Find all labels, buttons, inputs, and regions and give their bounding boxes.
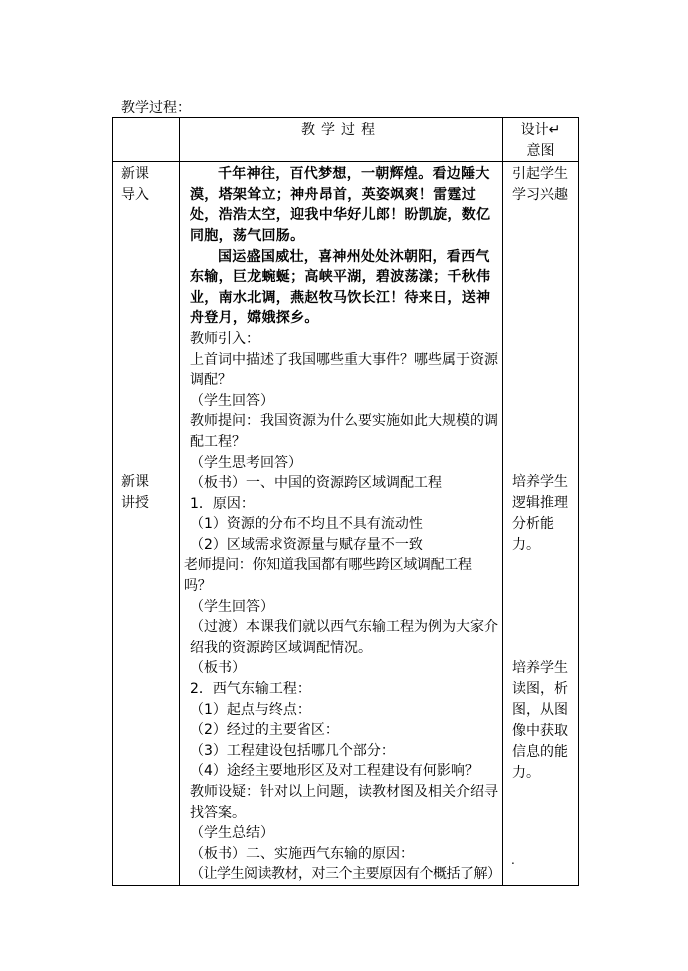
- section-label-teaching-line2: 讲授: [121, 495, 149, 512]
- process-line: 1．原因：: [190, 495, 255, 512]
- design-note-logic: 培养学生逻辑推理分析能力。: [512, 474, 568, 554]
- process-content: [180, 162, 502, 885]
- process-line: （4）途经主要地形区及对工程建设有何影响？: [190, 763, 479, 780]
- trailing-mark: .: [511, 853, 515, 868]
- section-column: [113, 162, 180, 886]
- design-column: [503, 162, 579, 886]
- process-line: （1）起点与终点：: [190, 701, 311, 718]
- header-design-line1: 设计↵: [520, 122, 561, 138]
- process-line: （1）资源的分布不均且不具有流动性: [190, 516, 423, 533]
- process-line: （学生回答）: [190, 598, 274, 615]
- process-line: （学生回答）: [190, 392, 274, 409]
- table-body-row: [113, 162, 579, 886]
- process-line: （过渡）本课我们就以西气东输工程为例为大家介绍我的资源跨区域调配情况。: [190, 619, 498, 656]
- header-design-line2: 意图: [526, 142, 555, 159]
- process-line: 老师提问：你知道我国都有哪些跨区域调配工程吗？: [184, 557, 472, 595]
- page-heading: 教学过程：: [121, 100, 191, 116]
- poem-stanza-1: 千年神往，百代梦想，一朝辉煌。看边陲大漠，塔架耸立；神舟昂首，英姿飒爽！雷霆过处，浩浩太空，迎我中华好儿郎！盼凯旋，数亿同胞，荡气回肠。: [190, 166, 491, 244]
- process-line: （2）经过的主要省区：: [190, 722, 339, 739]
- poem-stanza-2: 国运盛国威壮，喜神州处处沐朝阳，看西气东输，巨龙蜿蜒；高峡平湖，碧波荡漾；千秋伟业，南水北调，燕赵牧马饮长江！待来日，送神舟登月，嫦娥探乡。: [190, 248, 491, 327]
- process-line: （板书）二、实施西气东输的原因：: [190, 845, 414, 862]
- process-line: 教师引入：: [190, 330, 260, 347]
- process-column: [180, 162, 503, 886]
- section-label-intro-line1: 新课: [121, 166, 149, 183]
- design-note-map-reading: 培养学生读图，析图，从图像中获取信息的能力。: [512, 660, 568, 782]
- process-line: 教师提问：我国资源为什么要实施如此大规模的调配工程？: [190, 413, 498, 450]
- process-line: （板书）: [190, 660, 246, 677]
- section-label-teaching-line1: 新课: [121, 474, 149, 491]
- process-line: （3）工程建设包括哪几个部分：: [190, 742, 395, 759]
- process-line: （学生总结）: [190, 825, 274, 842]
- process-line: （2）区域需求资源量与赋存量不一致: [190, 536, 423, 553]
- design-note-interest: 引起学生学习兴趣: [512, 166, 568, 204]
- lesson-table: [112, 117, 579, 886]
- section-label-intro-line2: 导入: [121, 187, 149, 204]
- process-line: 教师设疑：针对以上问题，读教材图及相关介绍寻找答案。: [190, 784, 498, 821]
- header-design: [503, 118, 579, 162]
- process-line: 2．西气东输工程：: [190, 681, 311, 698]
- process-line: （板书）一、中国的资源跨区域调配工程: [190, 475, 442, 492]
- header-process: 教学过程: [180, 118, 503, 162]
- section-label-intro: [121, 164, 161, 206]
- process-line: 上首词中描述了我国哪些重大事件？哪些属于资源调配？: [190, 351, 498, 389]
- section-label-teaching: [121, 472, 161, 514]
- process-line: （让学生阅读教材，对三个主要原因有个概括了解）: [190, 866, 501, 883]
- table-header-row: [113, 118, 579, 162]
- header-empty-cell: [113, 118, 180, 162]
- process-line: （学生思考回答）: [190, 454, 302, 471]
